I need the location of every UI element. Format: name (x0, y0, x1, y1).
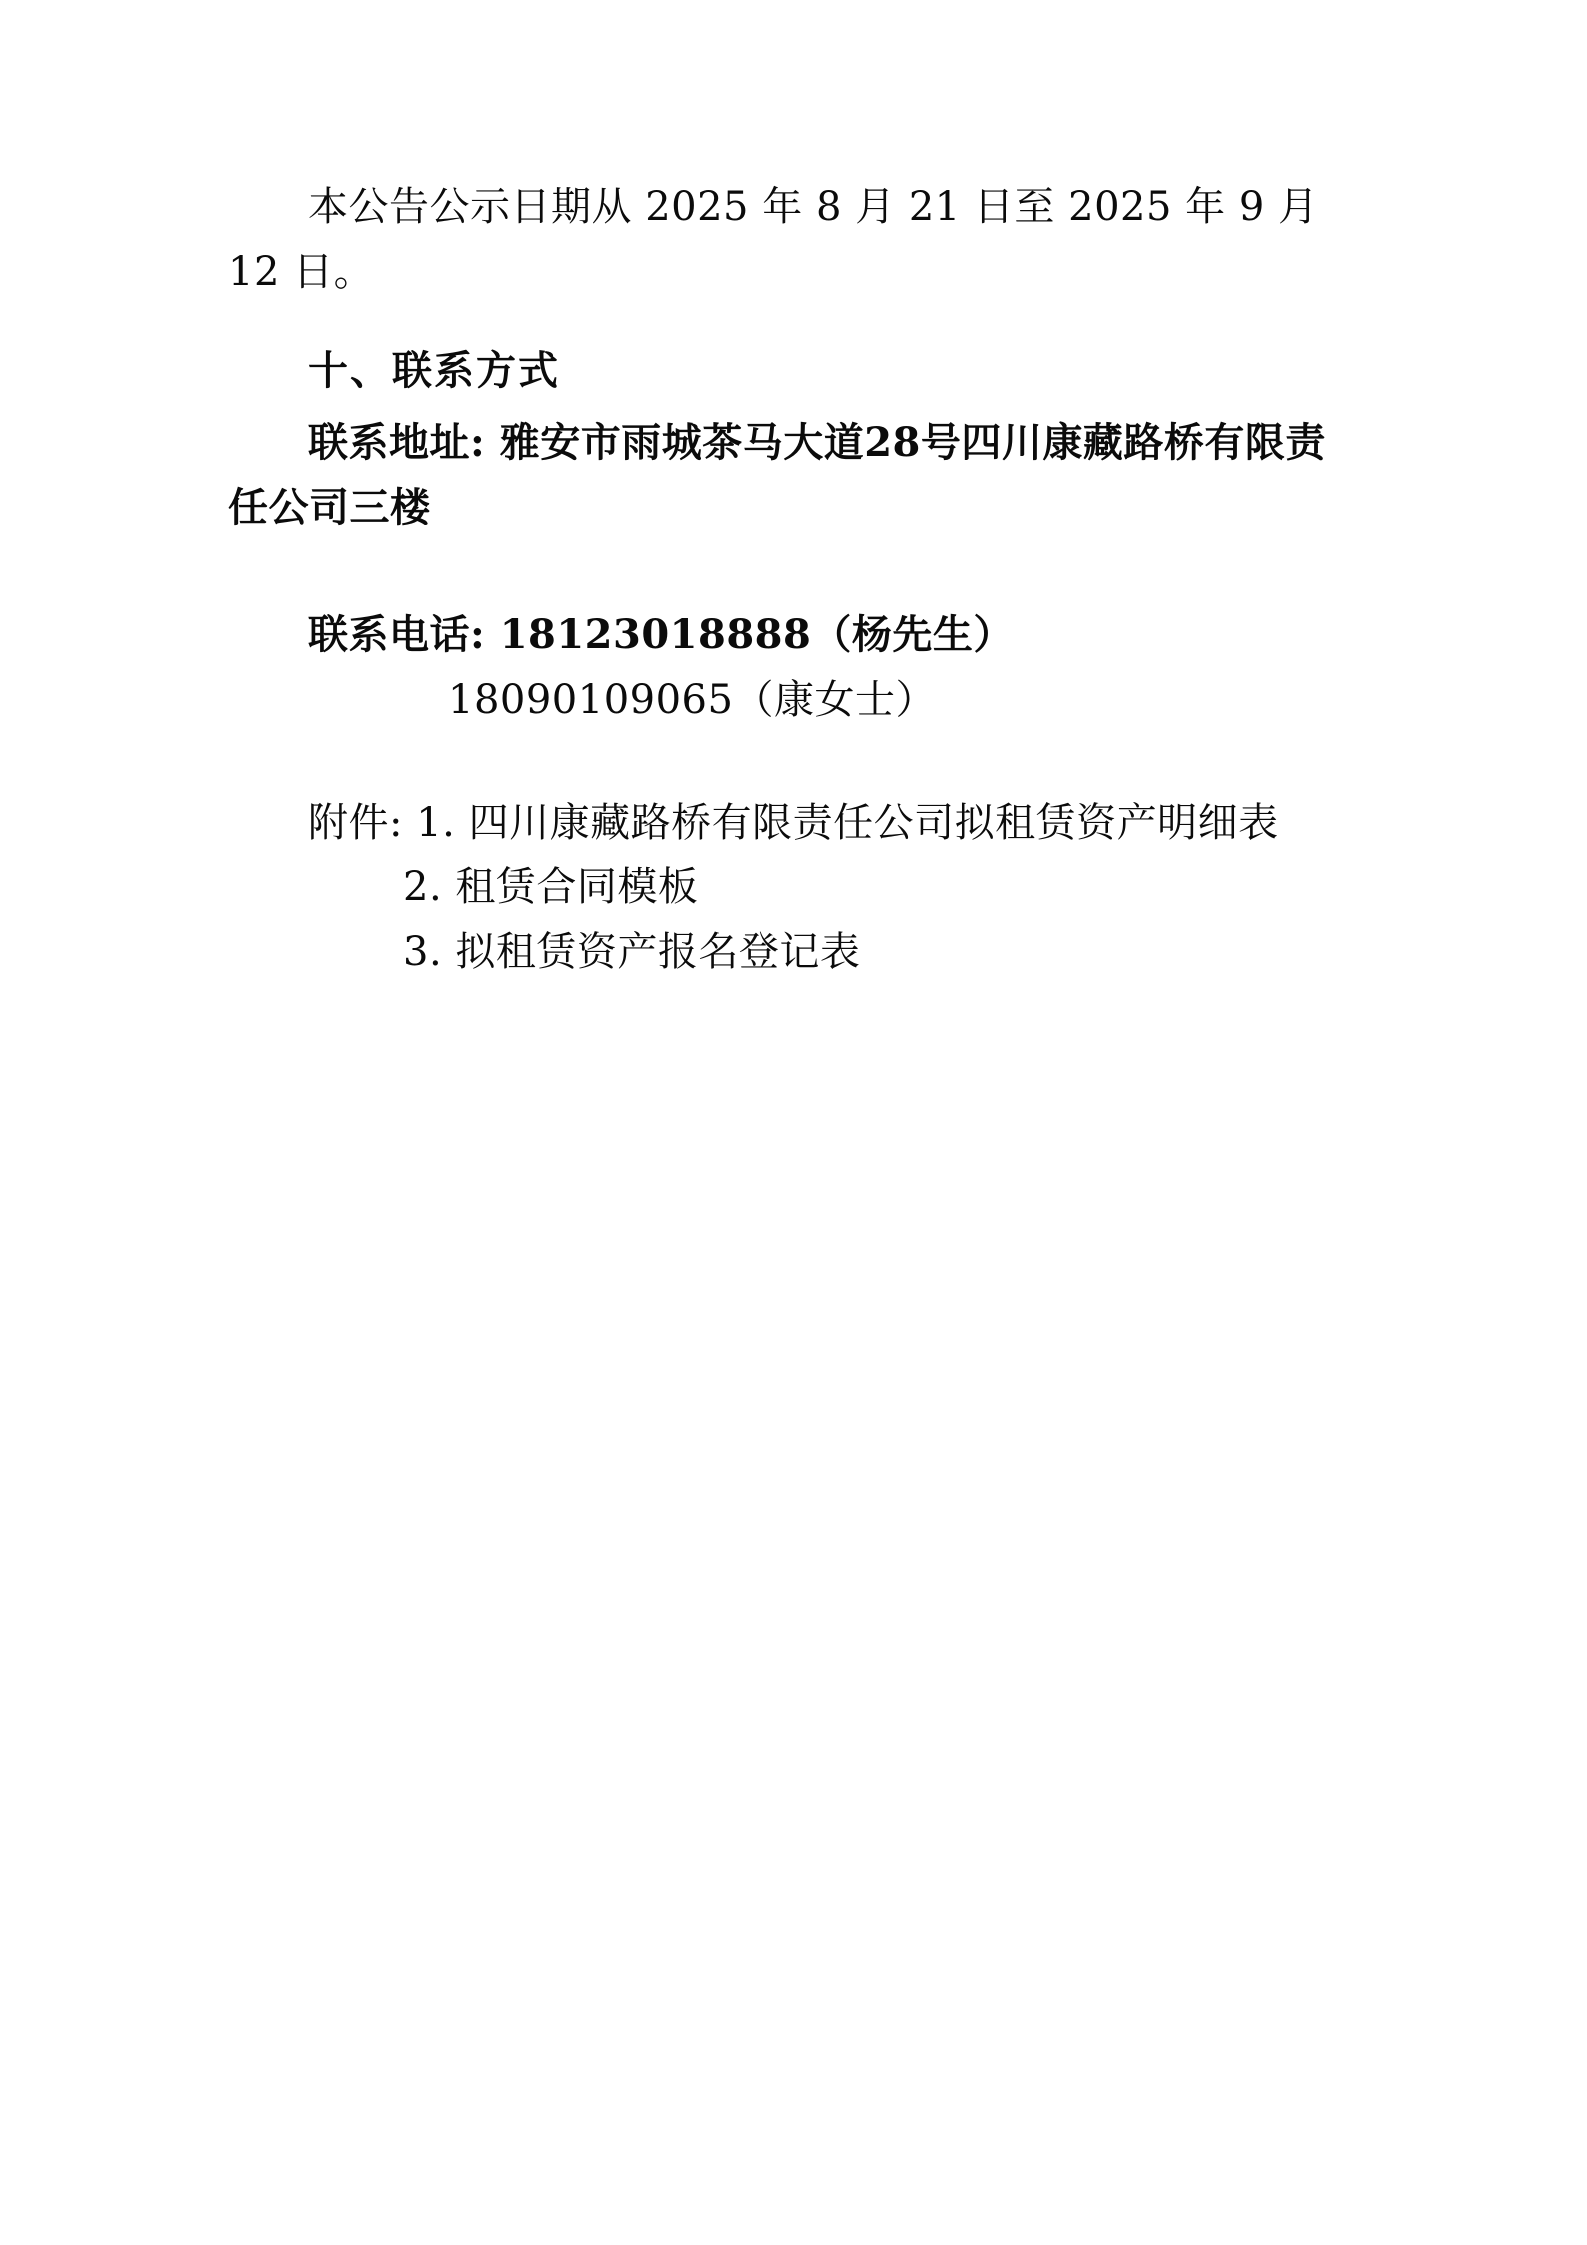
spacer-2 (228, 733, 1358, 791)
contact-address-paragraph: 联系地址: 雅安市雨城茶马大道28号四川康藏路桥有限责任公司三楼 (228, 419, 1326, 532)
notice-period-paragraph: 本公告公示日期从 2025 年 8 月 21 日至 2025 年 9 月 12 日。 (228, 184, 1319, 295)
section-heading-contact: 十、联系方式 (308, 346, 560, 394)
spacer-1 (228, 541, 1358, 603)
attachment-item-1: 附件: 1. 四川康藏路桥有限责任公司拟租赁资产明细表 (308, 799, 1279, 846)
attachment-item-2: 2. 租赁合同模板 (403, 864, 699, 911)
document-body (228, 175, 1358, 985)
contact-phone-primary: 联系电话: 18123018888（杨先生） (308, 610, 1014, 658)
contact-phone-secondary: 18090109065（康女士） (448, 676, 936, 723)
attachment-item-3: 3. 拟租赁资产报名登记表 (403, 929, 861, 976)
